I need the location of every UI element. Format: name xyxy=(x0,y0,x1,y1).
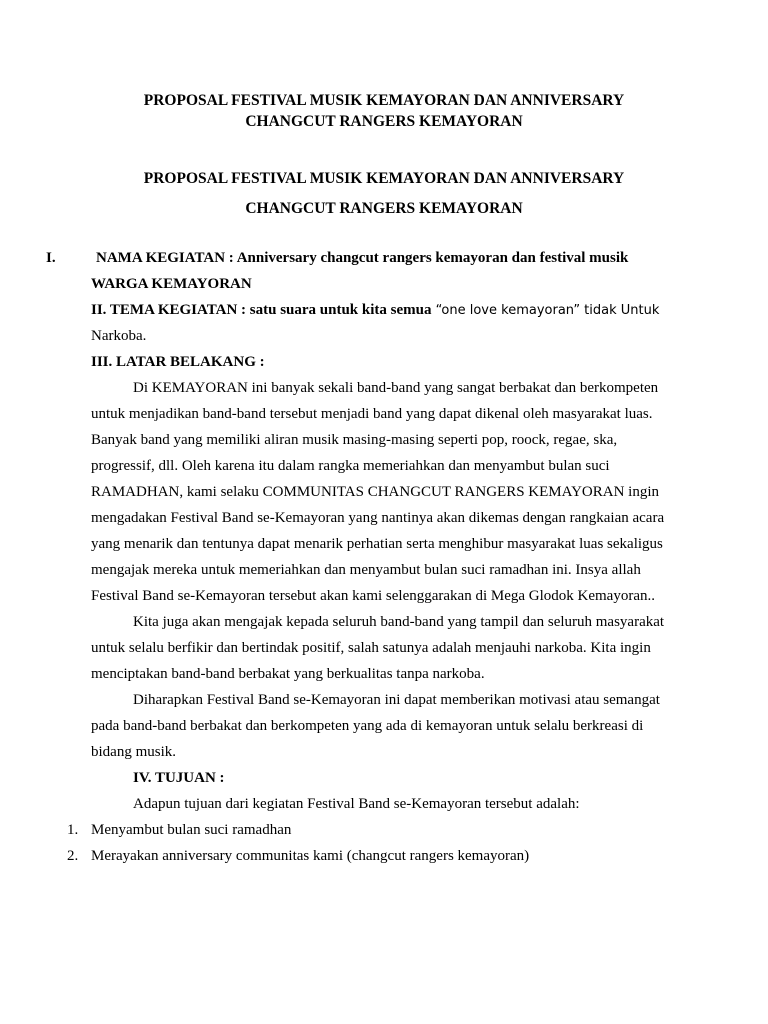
section-4-intro: Adapun tujuan dari kegiatan Festival Band se-Kemayoran tersebut adalah: xyxy=(133,796,580,812)
section-2-line-2: Narkoba. xyxy=(91,328,147,344)
para1-line-6: mengadakan Festival Band se-Kemayoran yang nantinya akan dikemas dengan rangkaian acara xyxy=(91,510,665,526)
title-2-line-1: PROPOSAL FESTIVAL MUSIK KEMAYORAN DAN ANNIVERSARY xyxy=(143,170,625,187)
title-1-line-1: PROPOSAL FESTIVAL MUSIK KEMAYORAN DAN ANNIVERSARY xyxy=(143,92,625,109)
section-2-line-1 xyxy=(91,300,659,321)
para1-line-5: RAMADHAN, kami selaku COMMUNITAS CHANGCUT RANGERS KEMAYORAN ingin xyxy=(91,484,659,500)
section-2-quote: “one love kemayoran” tidak Untuk xyxy=(431,303,660,318)
para1-line-8: mengajak mereka untuk memeriahkan dan menyambut bulan suci ramadhan ini. Insya allah xyxy=(91,562,641,578)
section-1-numeral: I. xyxy=(46,250,56,266)
para3-line-1: Diharapkan Festival Band se-Kemayoran ini dapat memberikan motivasi atau semangat xyxy=(133,692,660,708)
para1-line-7: yang menarik dan tentunya dapat menarik perhatian serta menghibur masyarakat luas sekaligus xyxy=(91,536,663,552)
list-item-1-text: Menyambut bulan suci ramadhan xyxy=(91,822,292,838)
para1-line-2: untuk menjadikan band-band tersebut menjadi band yang dapat dikenal oleh masyarakat luas. xyxy=(91,406,653,422)
document-title-2 xyxy=(0,164,768,224)
para1-line-9: Festival Band se-Kemayoran tersebut akan kami selenggarakan di Mega Glodok Kemayoran.. xyxy=(91,588,655,604)
para3-line-3: bidang musik. xyxy=(91,744,176,760)
para2-line-3: menciptakan band-band berbakat yang berkualitas tanpa narkoba. xyxy=(91,666,485,682)
title-1-line-2: CHANGCUT RANGERS KEMAYORAN xyxy=(245,113,523,130)
list-item-2-text: Merayakan anniversary communitas kami (changcut rangers kemayoran) xyxy=(91,848,530,864)
para1-line-4: progressif, dll. Oleh karena itu dalam rangka memeriahkan dan menyambut bulan suci xyxy=(91,458,610,474)
section-1-line-1: NAMA KEGIATAN : Anniversary changcut rangers kemayoran dan festival musik xyxy=(96,250,629,266)
list-item-2-number: 2. xyxy=(67,848,79,864)
title-2-line-2: CHANGCUT RANGERS KEMAYORAN xyxy=(245,200,523,217)
section-1-line-2: WARGA KEMAYORAN xyxy=(91,276,252,292)
para2-line-2: untuk selalu berfikir dan bertindak positif, salah satunya adalah menjauhi narkoba. Kita ingin xyxy=(91,640,651,656)
para1-line-1: Di KEMAYORAN ini banyak sekali band-band yang sangat berbakat dan berkompeten xyxy=(133,380,659,396)
para2-line-1: Kita juga akan mengajak kepada seluruh band-band yang tampil dan seluruh masyarakat xyxy=(133,614,665,630)
para3-line-2: pada band-band berbakat dan berkompeten yang ada di kemayoran untuk selalu berkreasi di xyxy=(91,718,644,734)
section-4-heading: IV. TUJUAN : xyxy=(133,770,225,786)
para1-line-3: Banyak band yang memiliki aliran musik masing-masing seperti pop, roock, regae, ska, xyxy=(91,432,618,448)
section-2-heading: II. TEMA KEGIATAN : satu suara untuk kita semua xyxy=(91,302,432,318)
section-3-heading: III. LATAR BELAKANG : xyxy=(91,354,265,370)
list-item-1-number: 1. xyxy=(67,822,79,838)
document-title-1 xyxy=(0,90,768,132)
